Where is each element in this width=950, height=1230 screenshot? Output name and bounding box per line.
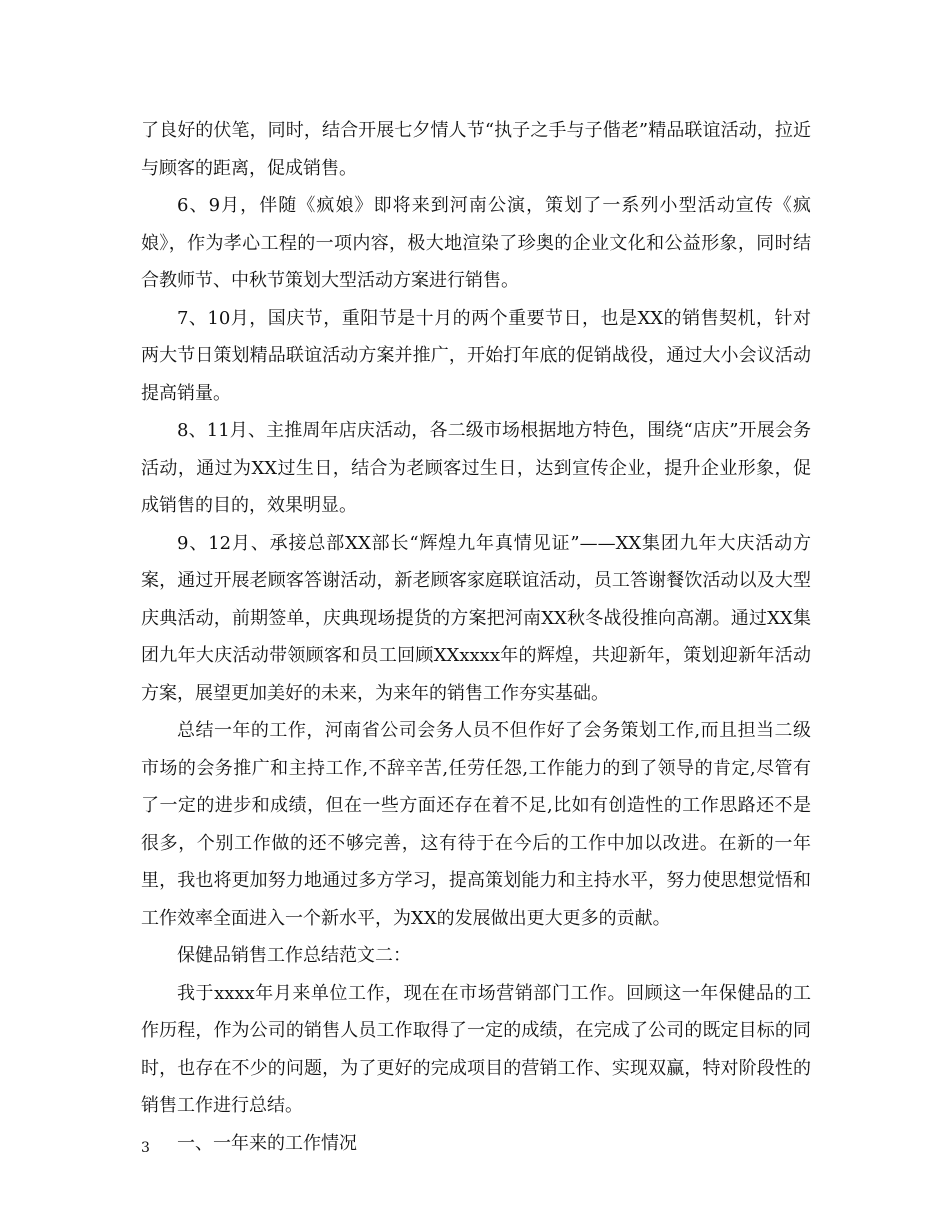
paragraph-october: 7、10月，国庆节，重阳节是十月的两个重要节日，也是XX的销售契机，针对两大节日策划精品联谊活动方案并推广，开始打年底的促销战役，通过大小会议活动提高销量。 [141, 307, 811, 404]
paragraph-november: 8、11月、主推周年店庆活动，各二级市场根据地方特色，围绕“店庆”开展会务活动，通过为XX过生日，结合为老顾客过生日，达到宣传企业，提升企业形象，促成销售的目的，效果明显。 [141, 420, 811, 516]
section-heading-work-status: 一、一年来的工作情况 [177, 1132, 357, 1154]
paragraph-intro-sample-two: 我于xxxx年月来单位工作，现在在市场营销部门工作。回顾这一年保健品的工作历程，作为公司的销售人员工作取得了一定的成绩，在完成了公司的既定目标的同时，也存在不少的问题，为了更好的完成项目的营销工作、实现双赢，特对阶段性的销售工作进行总结。 [141, 982, 811, 1116]
section-heading-sample-two: 保健品销售工作总结范文二： [177, 945, 411, 966]
document-body [141, 112, 811, 1162]
page-number: 3 [141, 1140, 150, 1156]
paragraph-september: 6、9月，伴随《疯娘》即将来到河南公演，策划了一系列小型活动宣传《疯娘》，作为孝心工程的一项内容，极大地渲染了珍奥的企业文化和公益形象，同时结合教师节、中秋节策划大型活动方案进行销售。 [141, 195, 811, 291]
paragraph-december: 9、12月、承接总部XX部长“辉煌九年真情见证”——XX集团九年大庆活动方案，通过开展老顾客答谢活动，新老顾客家庭联谊活动，员工答谢餐饮活动以及大型庆典活动，前期签单，庆典现场提货的方案把河南XX秋冬战役推向高潮。通过XX集团九年大庆活动带领顾客和员工回顾XXxxxx年的辉煌，共迎新年，策划迎新年活动方案，展望更加美好的未来，为来年的销售工作夯实基础。 [141, 532, 811, 704]
paragraph-summary: 总结一年的工作，河南省公司会务人员不但作好了会务策划工作,而且担当二级市场的会务推广和主持工作,不辞辛苦,任劳任怨,工作能力的到了领导的肯定,尽管有了一定的进步和成绩，但在一些方面还存在着不足,比如有创造性的工作思路还不是很多，个别工作做的还不够完善，这有待于在今后的工作中加以改进。在新的一年里，我也将更加努力地通过多方学习，提高策划能力和主持水平，努力使思想觉悟和工作效率全面进入一个新水平，为XX的发展做出更大更多的贡献。 [141, 720, 811, 929]
paragraph-continuation: 了良好的伏笔，同时，结合开展七夕情人节“执子之手与子偕老”精品联谊活动，拉近与顾客的距离，促成销售。 [141, 120, 811, 179]
